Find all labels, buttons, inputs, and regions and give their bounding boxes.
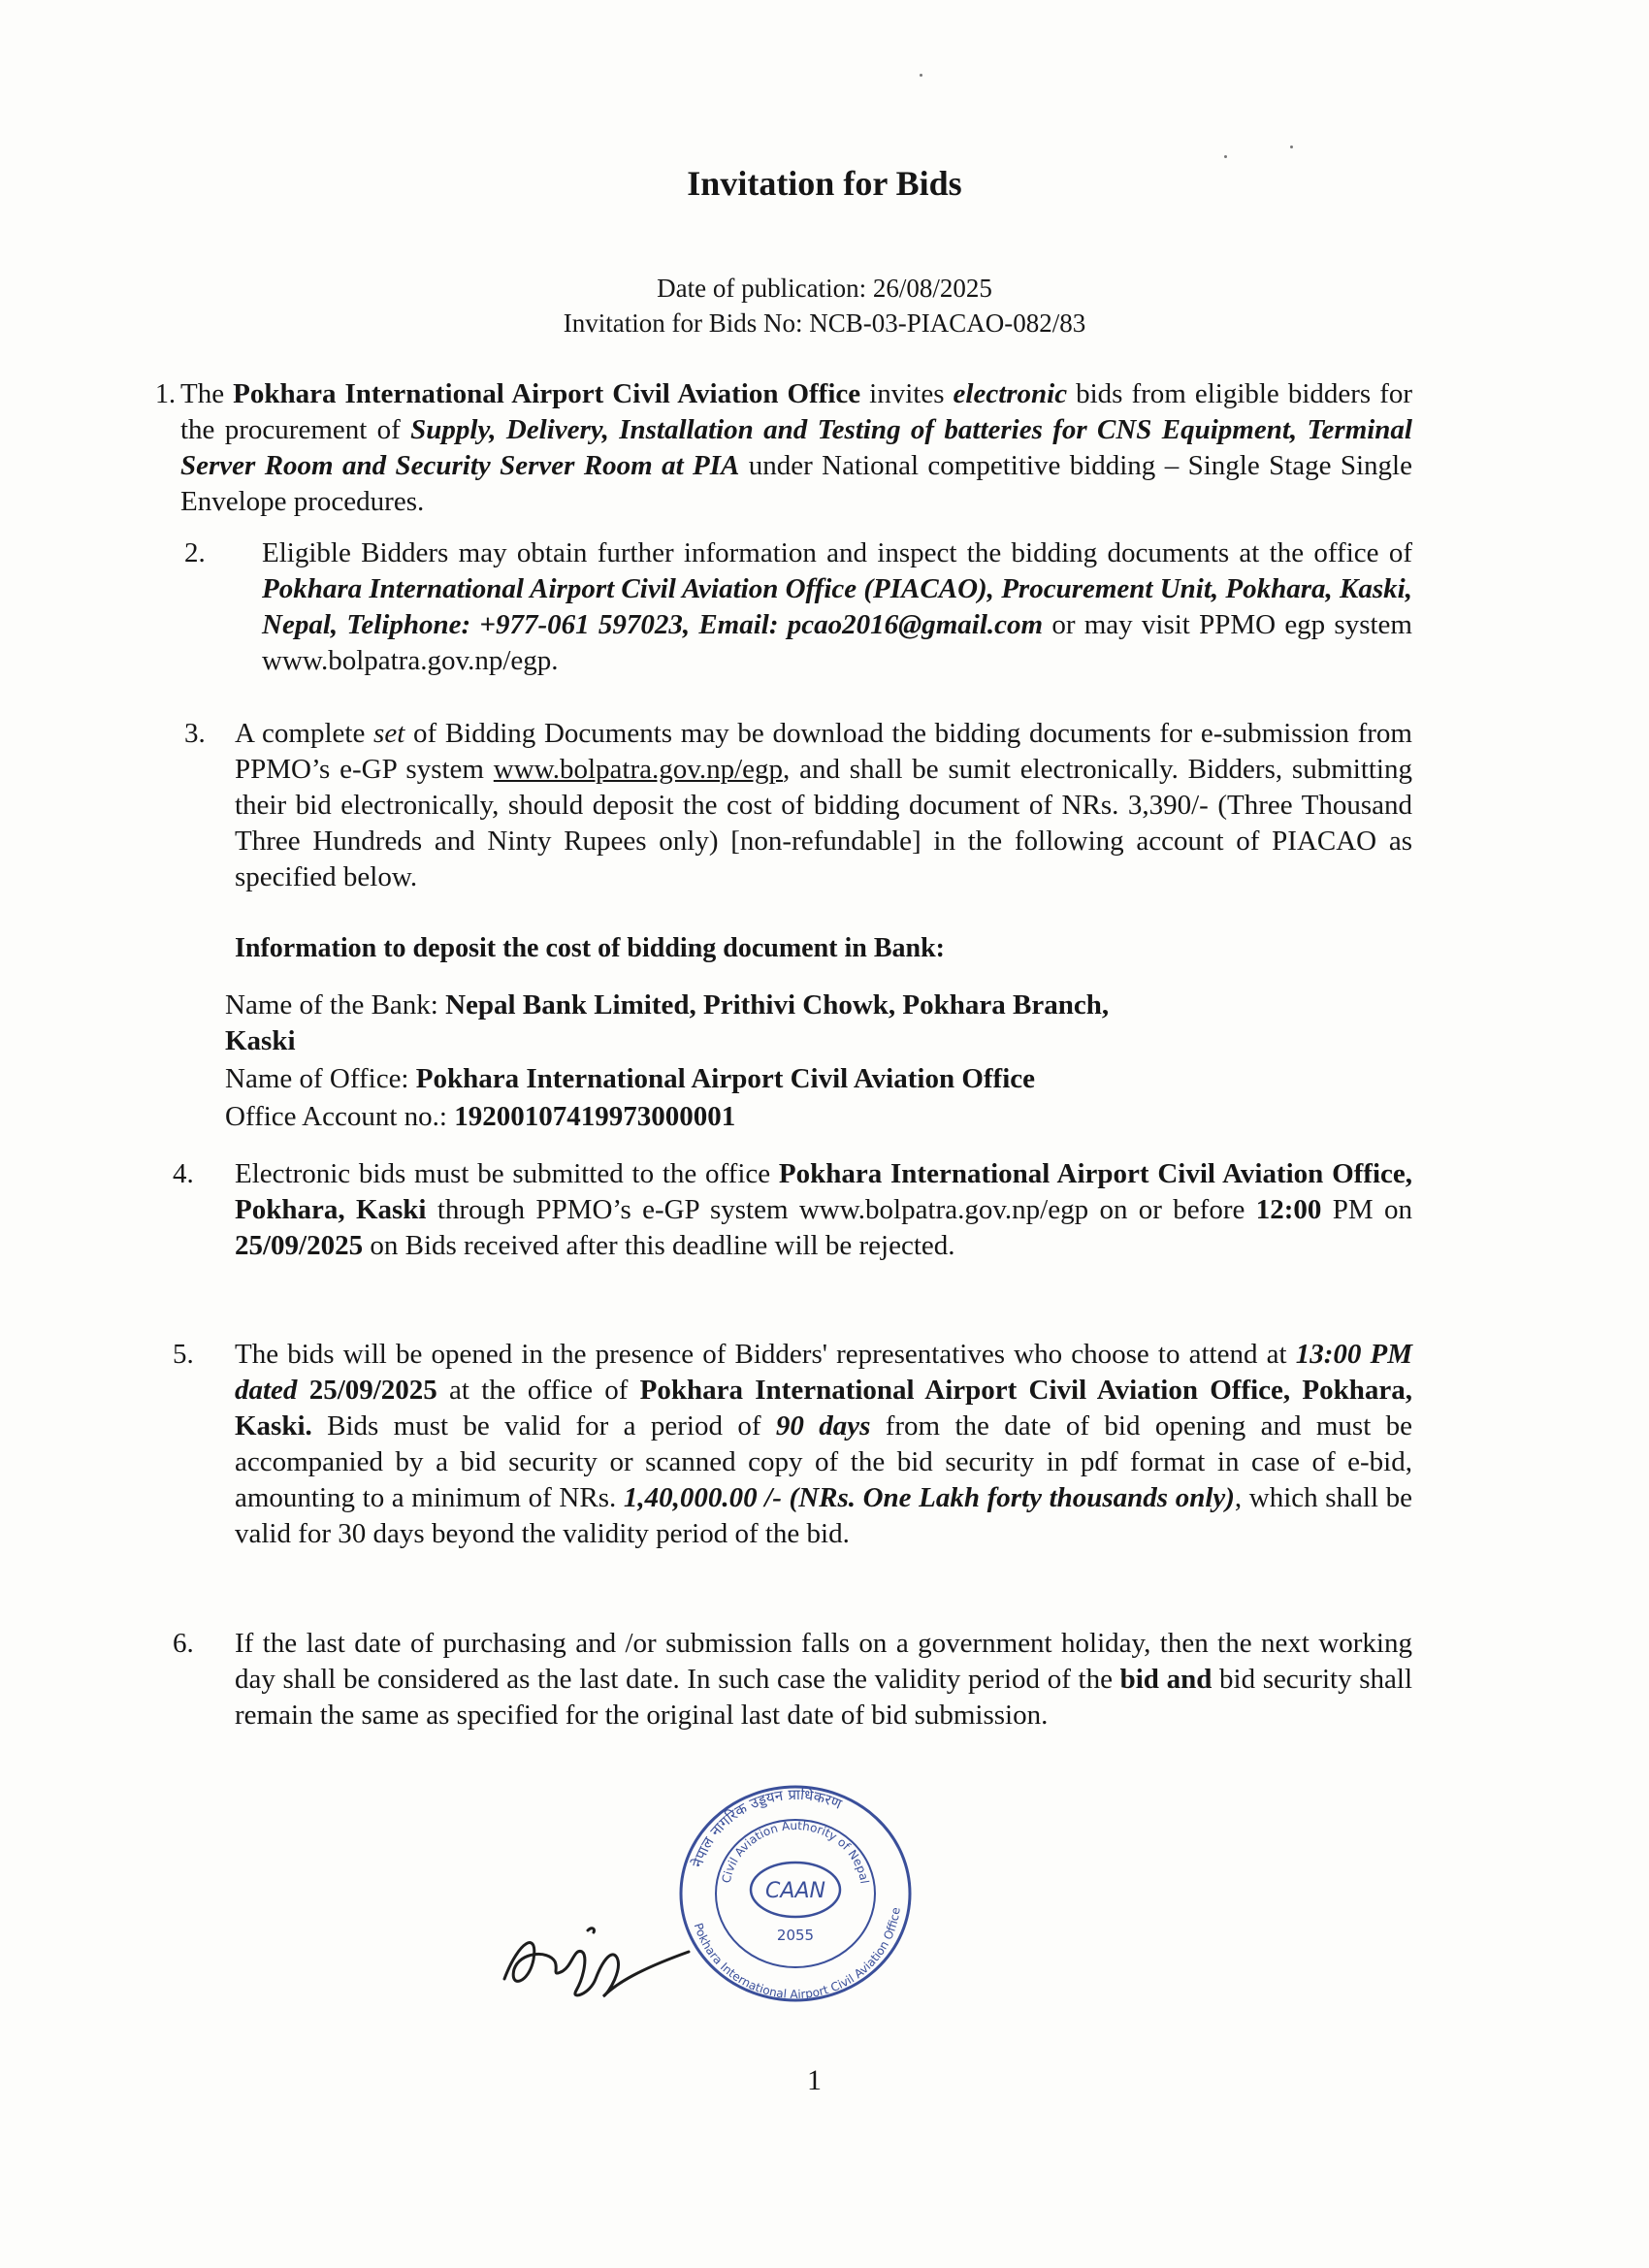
para-1-number: 1. (155, 379, 176, 409)
stamp-logo: CAAN (765, 1879, 825, 1903)
bank-name-line-2 (225, 1023, 296, 1059)
set-emphasis: set (373, 718, 405, 749)
text: PM on (1321, 1194, 1413, 1225)
text: Electronic bids must be submitted to the office (235, 1158, 779, 1189)
bank-info-heading: Information to deposit the cost of bidding document in Bank: (235, 933, 945, 963)
office-name: Pokhara International Airport Civil Aviation Office, Pokhara, Kaski. (235, 1375, 1412, 1442)
para-2-number: 2. (184, 537, 206, 568)
bank-name-value: Nepal Bank Limited, Prithivi Chowk, Pokhara Branch, (445, 989, 1110, 1021)
submission-date: 25/09/2025 (235, 1230, 364, 1261)
text: of Bidding Documents may be download the bidding documents for e-submission from PPMO’s e-GP system (235, 718, 1412, 785)
text: bid security shall remain the same as specified for the original last date of bid submission. (235, 1664, 1413, 1731)
publication-date: Date of publication: 26/08/2025 (657, 274, 992, 303)
ifb-number: Invitation for Bids No: NCB-03-PIACAO-082/83 (563, 308, 1086, 338)
contact-details: Pokhara International Airport Civil Aviation Office (PIACAO), Procurement Unit, Pokhara, Kaski, Nepal, Teliphone: +977-061 597023, Email: pcao2016@gmail.com (262, 573, 1412, 640)
stamp-outer-text: नेपाल नागरिक उड्डयन प्राधिकरण (688, 1785, 845, 1870)
project-title: Supply, Delivery, Installation and Testing of batteries for CNS Equipment, Terminal Server Room and Security Server Room at PIA (180, 414, 1412, 481)
account-number-label: Office Account no.: (225, 1101, 455, 1132)
stamp-year: 2055 (776, 1927, 815, 1944)
scan-speck (920, 74, 922, 77)
paragraph-1 (180, 376, 1412, 520)
office-name: Pokhara International Airport Civil Aviation Office, Pokhara, Kaski (235, 1158, 1412, 1225)
validity-days: 90 days (775, 1410, 871, 1442)
egp-link[interactable]: www.bolpatra.gov.np/egp (493, 754, 784, 785)
handwritten-signature (495, 1901, 718, 2008)
bid-and-emphasis: bid and (1119, 1664, 1212, 1695)
scan-speck (1290, 146, 1293, 148)
submission-time: 12:00 (1255, 1194, 1322, 1225)
text: invites (860, 378, 954, 409)
stamp-inner-text: Civil Aviation Authority of Nepal (719, 1818, 872, 1885)
paragraph-2 (262, 535, 1412, 679)
scan-speck (1224, 155, 1227, 158)
bank-name-label: Name of the Bank: (225, 989, 446, 1021)
office-name-line (225, 1061, 1035, 1097)
text: bids from eligible bidders for the procurement of (180, 378, 1413, 445)
text: The bids will be opened in the presence of Bidders' representatives who choose to attend at (235, 1339, 1296, 1370)
text (297, 1375, 308, 1406)
bank-name-line (225, 988, 1109, 1023)
text: through PPMO’s e-GP system www.bolpatra.gov.np/egp on or before (426, 1194, 1256, 1225)
text: under National competitive bidding – Single Stage Single Envelope procedures. (180, 450, 1412, 517)
para-5-number: 5. (173, 1339, 194, 1370)
document-title: Invitation for Bids (687, 164, 962, 203)
text: from the date of bid opening and must be accompanied by a bid security or scanned copy of the bid security in pdf format in case of e-bid, amounting to a minimum of NRs. (235, 1410, 1412, 1513)
paragraph-3 (235, 716, 1412, 895)
para-3-number: 3. (184, 718, 206, 749)
bid-security-amount: 1,40,000.00 /- (NRs. One Lakh forty thousands only) (623, 1482, 1235, 1513)
opening-time: 13:00 PM dated (235, 1339, 1412, 1406)
paragraph-4 (235, 1156, 1412, 1264)
text: Eligible Bidders may obtain further information and inspect the bidding documents at the office of (262, 537, 1412, 568)
text: at the office of (436, 1375, 640, 1406)
para-6-number: 6. (173, 1628, 194, 1659)
bank-name-value-continued: Kaski (225, 1025, 296, 1056)
account-number-line (225, 1099, 735, 1135)
office-name: Pokhara International Airport Civil Aviation Office (233, 378, 861, 409)
text: or may visit PPMO egp system www.bolpatra.gov.np/egp. (262, 609, 1412, 676)
para-4-number: 4. (173, 1158, 194, 1189)
text: A complete (235, 718, 374, 749)
office-name-label: Name of Office: (225, 1063, 416, 1094)
text: on Bids received after this deadline will be rejected. (363, 1230, 955, 1261)
paragraph-6 (235, 1626, 1412, 1733)
electronic-emphasis: electronic (953, 378, 1068, 409)
text: The (180, 378, 234, 409)
account-number-value: 19200107419973000001 (454, 1101, 736, 1132)
text: , and shall be sumit electronically. Bidders, submitting their bid electronically, should deposit the cost of bidding document of NRs. 3,390/- (Three Thousand Three Hundreds and Ninty Rupees only) [non-refundable] in the following account of PIACAO as specified below. (235, 754, 1412, 892)
text: , which shall be valid for 30 days beyond the validity period of the bid. (235, 1482, 1412, 1549)
page-number: 1 (807, 2064, 822, 2096)
text: Bids must be valid for a period of (311, 1410, 776, 1442)
office-name-value: Pokhara International Airport Civil Aviation Office (415, 1063, 1035, 1094)
paragraph-5 (235, 1337, 1412, 1552)
stamp-office-text: Pokhara International Airport Civil Aviation Office (691, 1906, 903, 2002)
text: If the last date of purchasing and /or submission falls on a government holiday, then the next working day shall be considered as the last date. In such case the validity period of the (235, 1628, 1412, 1695)
opening-date: 25/09/2025 (308, 1375, 437, 1406)
